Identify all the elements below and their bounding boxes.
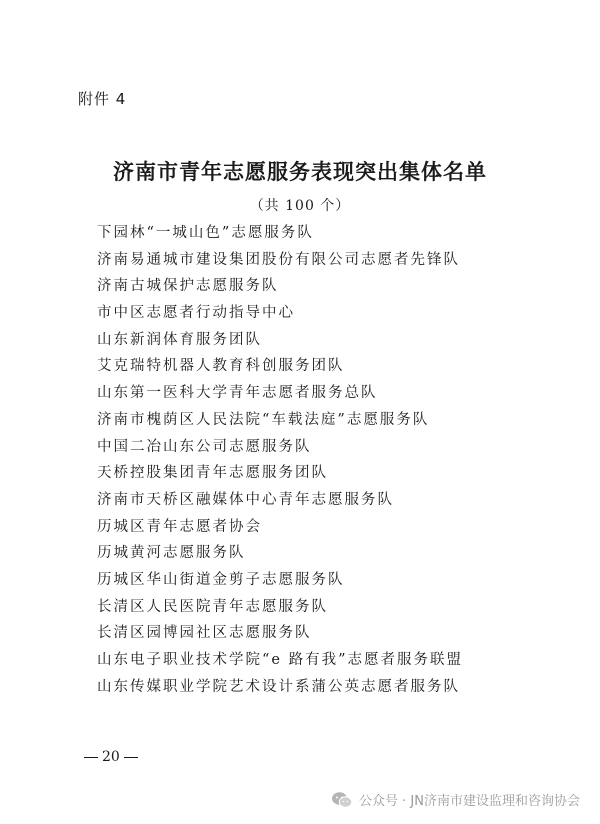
wechat-icon (331, 791, 353, 809)
list-item: 山东新润体育服务团队 (97, 331, 262, 348)
document-title: 济南市青年志愿服务表现突出集体名单 (113, 159, 487, 184)
watermark-text: 公众号 · JN济南市建设监理和咨询协会 (359, 794, 580, 809)
list-item: 天桥控股集团青年志愿服务团队 (97, 465, 328, 482)
watermark (331, 790, 580, 809)
list-item: 历城黄河志愿服务队 (97, 545, 246, 562)
list-item: 山东电子职业技术学院“e 路有我”志愿者服务联盟 (97, 652, 464, 668)
attachment-label: 附件 4 (78, 90, 127, 108)
list-item: 济南古城保护志愿服务队 (97, 278, 279, 295)
list-item: 长清区人民医院青年志愿服务队 (97, 598, 328, 615)
list-item: 历城区华山街道金剪子志愿服务队 (97, 571, 345, 588)
page-number (80, 749, 142, 765)
list-item: 济南易通城市建设集团股份有限公司志愿者先锋队 (97, 251, 460, 268)
list-item: 济南市槐荫区人民法院“车载法庭”志愿服务队 (97, 411, 430, 428)
page-number-text: 20 (102, 749, 120, 765)
list-item: 山东第一医科大学青年志愿者服务总队 (97, 385, 378, 402)
list-item: 中国二冶山东公司志愿服务队 (97, 438, 312, 455)
list-item: 济南市天桥区融媒体中心青年志愿服务队 (97, 491, 394, 508)
list-item: 山东传媒职业学院艺术设计系蒲公英志愿者服务队 (97, 678, 460, 695)
collective-list (97, 220, 463, 700)
list-item: 艾克瑞特机器人教育科创服务团队 (97, 358, 345, 375)
list-item: 长清区园博园社区志愿服务队 (97, 625, 312, 642)
dash-left (84, 757, 98, 758)
list-item: 历城区青年志愿者协会 (97, 518, 262, 535)
list-item: 下园林“一城山色”志愿服务队 (97, 225, 314, 241)
document-subtitle: （共 100 个） (249, 198, 351, 214)
list-item: 市中区志愿者行动指导中心 (97, 305, 295, 322)
dash-right (124, 757, 138, 758)
